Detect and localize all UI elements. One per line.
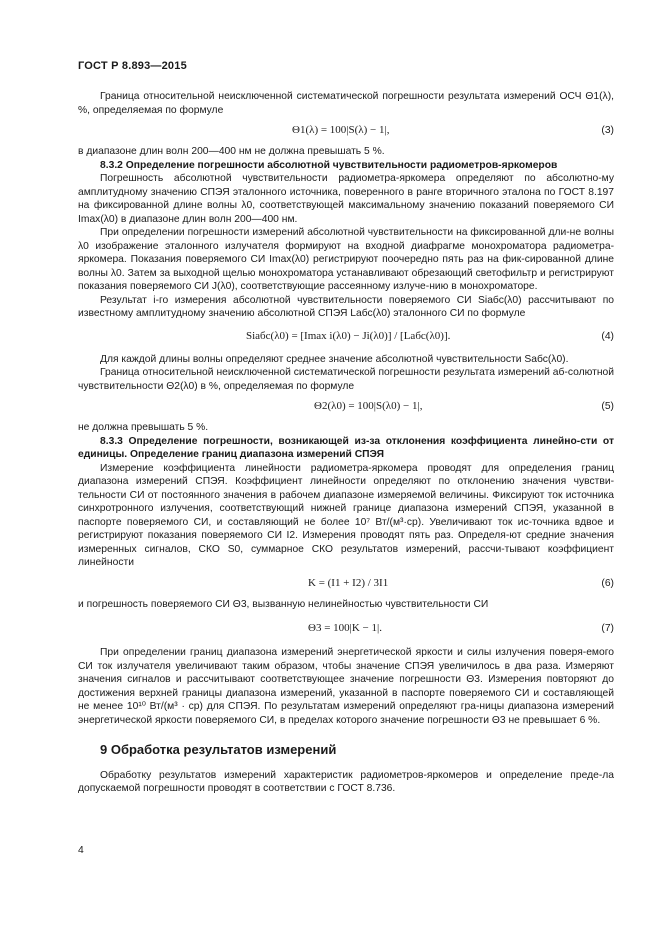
equation-number: (3) (601, 125, 614, 136)
document-header: ГОСТ Р 8.893—2015 (78, 60, 187, 72)
paragraph: При определении погрешности измерений абсолютной чувствительности на фиксированной дли-не волны λ0 изображение эталонного излучателя формируют на входной диафрагме монохроматора радиометра-яркомера. Показания поверяемого СИ Imax(λ0) регистрируют поочередно пять раз на фик-сированной длине волны λ0. Затем за выходной щелью монохроматора устанавливают обрезающий светофильтр и регистрируют показания поверяемого СИ J(λ0), соответствующие рассеянному излуче-нию в монохроматоре. (78, 227, 614, 292)
paragraph: Результат i-го измерения абсолютной чувствительности поверяемого СИ Siабс(λ0) рассчитывают по известному амплитудному значению абсолютной СПЭЯ Lабс(λ0) эталонного СИ по формуле (78, 294, 614, 319)
paragraph: При определении границ диапазона измерений энергетической яркости и силы излучения поверя-емого СИ ток излучателя увеличивают таким образом, чтобы значение СПЭЯ увеличилось в два раза. Измеряют значения сигналов и рассчитывают соответствующее значение погрешности Θ3. Измерения повторяют до достижения верхней границы диапазона измерений, указанной в паспорте поверяемого СИ и составляющей не менее 10¹⁰ Вт/(м³ · ср) для СПЭЯ. По результатам измерений определяют гра-ницы диапазона измерений энергетической яркости поверяемого СИ, в пределах которого значение погрешности Θ3 не превышает 6 %. (78, 647, 614, 726)
equation-7 (78, 614, 614, 642)
equation-3 (78, 120, 614, 142)
equation-number: (7) (601, 623, 614, 634)
paragraph: и погрешность поверяемого СИ Θ3, вызванную нелинейностью чувствительности СИ (78, 598, 489, 610)
paragraph: Для каждой длины волны определяют среднее значение абсолютной чувствительности Sабс(λ0). (100, 353, 569, 365)
section-heading-8-3-3: 8.3.3 Определение погрешности, возникающей из-за отклонения коэффициента линейно-сти от единицы. Определение границ диапазона измерений СПЭЯ (78, 435, 614, 460)
equation-formula: Θ2(λ0) = 100|S(λ0) − 1|, (314, 400, 423, 412)
equation-formula: K = (I1 + I2) / 3I1 (308, 576, 389, 589)
equation-formula: Siабс(λ0) = [Imax i(λ0) − Ji(λ0)] / [Lабс(λ0)]. (246, 329, 451, 342)
paragraph: Обработку результатов измерений характеристик радиометров-яркомеров и определение преде-ла допускаемой погрешности проводят в соответствии с ГОСТ 8.736. (78, 769, 614, 794)
paragraph: не должна превышать 5 %. (78, 422, 209, 433)
document-body (78, 90, 614, 796)
equation-number: (6) (601, 577, 614, 589)
equation-5 (78, 396, 614, 418)
paragraph: Граница относительной неисключенной систематической погрешности результата измерений аб-солютной чувствительности Θ2(λ0) в %, определяемая по формуле (78, 367, 614, 392)
section-heading-8-3-2: 8.3.2 Определение погрешности абсолютной чувствительности радиометров-яркомеров (100, 159, 558, 171)
equation-number: (4) (601, 330, 614, 342)
equation-4 (78, 324, 614, 350)
paragraph: Погрешность абсолютной чувствительности радиометра-яркомера определяют по абсолютно-му амплитудному значению СПЭЯ эталонного источника, поверенного в ранге вторичного эталона по ГОСТ 8.197 на фиксированной длине волны λ0, соответствующей максимальному значению показаний поверяемого СИ Imax(λ0) в диапазоне длин волн 200—400 нм. (78, 173, 614, 225)
paragraph: Граница относительной неисключенной систематической погрешности результата измерений ОСЧ Θ1(λ), %, определяемая по формуле (78, 91, 614, 116)
equation-formula: Θ1(λ) = 100|S(λ) − 1|, (292, 124, 390, 136)
paragraph: Измерение коэффициента линейности радиометра-яркомера проводят для определения границ диапазона измерений СПЭЯ. Коэффициент линейности определяют по отклонению значения чувстви-тельности СИ от постоянного значения в рабочем диапазоне измеряемой величины. Фиксируют ток источника синхротронного излучения, соответствующий нижней границе диапазона измерений СПЭЯ, указанной в паспорте поверяемого СИ, и составляющий не более 10⁷ Вт/(м³·ср). Увеличивают ток ис-точника вдвое и регистрируют показания поверяемого СИ I2. Измерения проводят пять раз. Определя-ют средние значения измеренных сигналов, СКО S0, суммарное СКО результатов измерений, рассчи-тывают коэффициент линейности (78, 462, 614, 568)
equation-number: (5) (601, 401, 614, 412)
equation-6 (78, 573, 614, 595)
section-heading-9: 9 Обработка результатов измерений (100, 742, 337, 757)
paragraph: в диапазоне длин волн 200—400 нм не должна превышать 5 %. (78, 146, 385, 157)
equation-formula: Θ3 = 100|K − 1|. (308, 622, 382, 634)
page-number: 4 (78, 845, 84, 856)
